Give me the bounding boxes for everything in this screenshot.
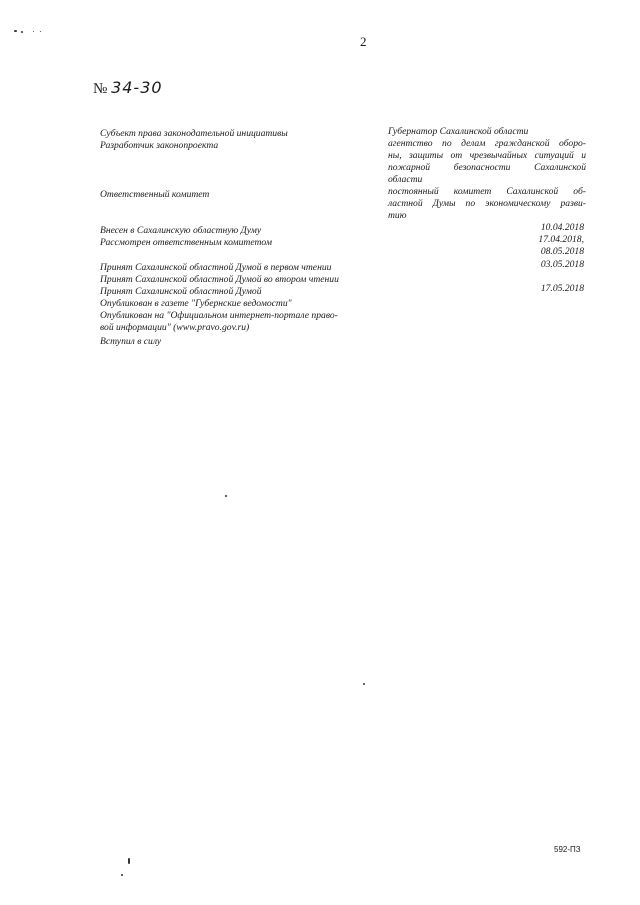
date-adopted: 17.05.2018	[540, 283, 584, 294]
label-entered-force: Вступил в силу	[100, 336, 162, 347]
scan-speck	[33, 31, 34, 32]
value-developer-line-2: ны, защиты от чрезвычайных ситуаций и	[388, 150, 586, 161]
label-second-reading: Принят Сахалинской областной Думой во втором чтении	[100, 274, 339, 285]
value-developer-line-4: области	[388, 174, 423, 185]
footer-code: 592-ПЗ	[554, 845, 581, 854]
scan-speck	[21, 31, 23, 33]
scan-speck	[40, 31, 41, 32]
page-number: 2	[360, 34, 367, 49]
value-committee-line-2: ластной Думы по экономическому разви-	[388, 198, 586, 209]
value-subject: Губернатор Сахалинской области	[388, 126, 529, 137]
scan-speck	[121, 874, 123, 876]
date-submitted: 10.04.2018	[540, 222, 584, 233]
scan-speck	[363, 683, 365, 685]
scan-speck	[14, 30, 17, 32]
label-committee: Ответственный комитет	[100, 189, 210, 200]
value-committee-line-3: тию	[388, 210, 407, 221]
document-number	[93, 78, 163, 98]
label-developer: Разработчик законопроекта	[100, 140, 219, 151]
document-number-value: 34-30	[111, 78, 163, 97]
label-submitted: Внесен в Сахалинскую областную Думу	[100, 225, 262, 236]
date-considered-1: 17.04.2018,	[538, 234, 584, 245]
scan-speck	[128, 858, 130, 864]
label-subject: Субъект права законодательной инициативы	[100, 128, 288, 139]
label-published-portal-line2: вой информации" (www.pravo.gov.ru)	[100, 322, 250, 333]
document-number-prefix: №	[93, 81, 108, 97]
label-first-reading: Принят Сахалинской областной Думой в первом чтении	[100, 262, 332, 273]
date-first-reading: 03.05.2018	[540, 259, 584, 270]
label-adopted: Принят Сахалинской областной Думой	[100, 286, 262, 297]
label-considered: Рассмотрен ответственным комитетом	[100, 237, 272, 248]
date-considered-2: 08.05.2018	[540, 246, 584, 257]
value-developer-line-3: пожарной безопасности Сахалинской	[388, 162, 586, 173]
label-published-portal-line1: Опубликован на "Официальном интернет-портале право-	[100, 310, 338, 321]
scan-speck	[225, 495, 227, 497]
label-published-newspaper: Опубликован в газете "Губернские ведомости"	[100, 298, 292, 309]
value-committee-line-1: постоянный комитет Сахалинской об-	[388, 186, 586, 197]
value-developer-line-1: агентство по делам гражданской оборо-	[388, 138, 586, 149]
